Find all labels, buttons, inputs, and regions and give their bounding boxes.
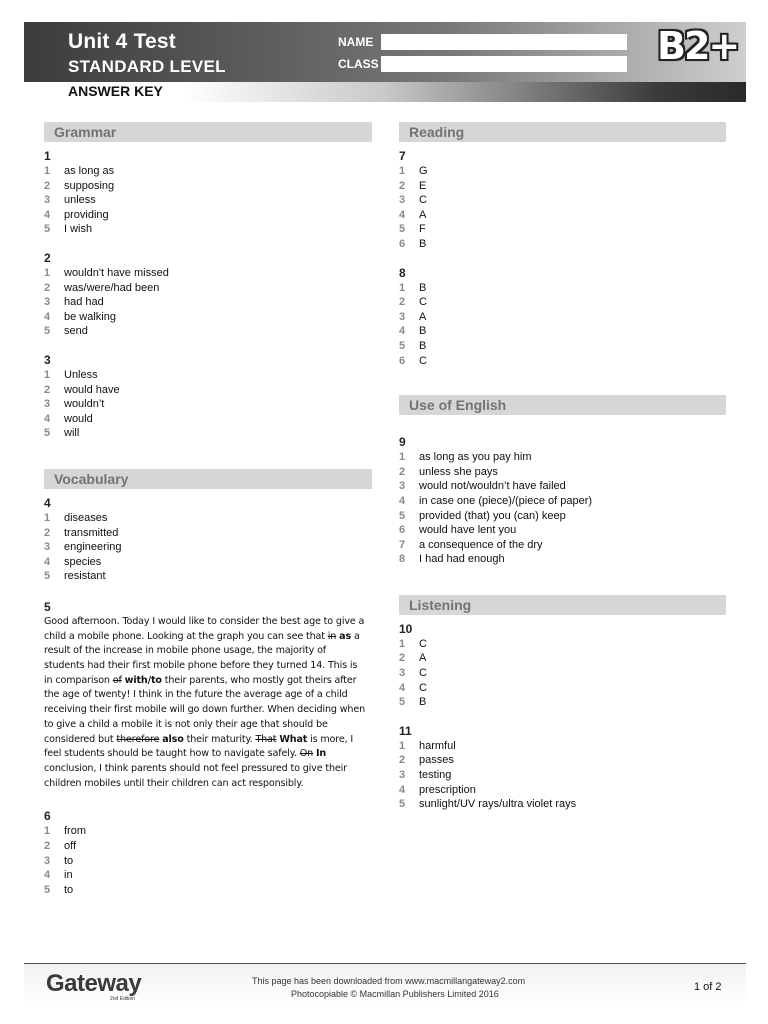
question-number: 3	[44, 352, 51, 367]
answer-item: 5 F	[399, 223, 426, 236]
answer-item: 4 prescription	[399, 783, 476, 796]
struck-word: That	[255, 733, 277, 745]
answer-item: 4 species	[44, 555, 102, 568]
answer-item: 5 will	[44, 427, 80, 440]
answer-item: 8 I had had enough	[399, 553, 505, 566]
left-column	[44, 122, 372, 897]
answer-item: 2 supposing	[44, 179, 115, 192]
struck-word: of	[112, 674, 122, 686]
copyright-notice: Photocopiable © Macmillan Publishers Limited 2016	[291, 989, 499, 999]
answer-item: 3 had had	[44, 296, 104, 309]
answer-item: 3 wouldn’t	[44, 398, 105, 411]
answer-item: 3 C	[399, 667, 427, 680]
test-title: Unit 4 Test	[68, 30, 176, 53]
answer-item: 1 Unless	[44, 368, 98, 381]
answer-item: 5 B	[399, 696, 427, 709]
listening-heading: Listening	[399, 595, 726, 615]
vocabulary-heading: Vocabulary	[44, 469, 372, 489]
answer-item: 6 would have lent you	[399, 524, 517, 537]
answer-item: 4 in case one (piece)/(piece of paper)	[399, 494, 593, 507]
answer-item: 1 wouldn't have missed	[44, 266, 169, 279]
class-field[interactable]	[381, 56, 627, 72]
class-label: CLASS	[338, 57, 379, 71]
answer-item: 2 transmitted	[44, 526, 119, 539]
level-badge: B2+	[657, 24, 739, 68]
answer-item: 4 be walking	[44, 310, 116, 323]
answer-item: 2 C	[399, 296, 427, 309]
edition-label: 2nd Edition	[110, 996, 136, 1002]
answer-item: 2 was/were/had been	[44, 281, 160, 294]
answer-key-label: ANSWER KEY	[68, 83, 163, 99]
struck-word: in	[327, 630, 337, 642]
answer-item: 1 B	[399, 281, 427, 294]
answer-item: 5 send	[44, 325, 88, 338]
reading-heading: Reading	[399, 122, 726, 142]
answer-item: 4 C	[399, 681, 427, 694]
answer-item: 2 A	[399, 652, 427, 665]
question-number: 4	[44, 495, 51, 510]
answer-item: 4 providing	[44, 208, 109, 221]
answer-item: 3 C	[399, 194, 427, 207]
answer-item: 1 diseases	[44, 511, 108, 524]
corrected-word: In	[315, 748, 327, 760]
answer-item: 3 to	[44, 854, 74, 867]
page-number: 1 of 2	[694, 981, 722, 993]
answer-item: 1 C	[399, 637, 427, 650]
answer-item: 3 engineering	[44, 541, 122, 554]
answer-item: 2 passes	[399, 754, 454, 767]
use-of-english-heading: Use of English	[399, 395, 726, 415]
right-column	[399, 122, 726, 812]
gateway-logo: Gateway	[46, 970, 142, 997]
answer-item: 6 C	[399, 354, 427, 367]
question-number: 7	[399, 149, 406, 163]
corrected-word: also	[162, 733, 184, 745]
answer-item: 5 B	[399, 339, 427, 352]
question-number: 1	[44, 149, 51, 163]
question-number: 11	[399, 723, 412, 738]
question-number: 8	[399, 265, 406, 280]
corrected-word: What	[279, 733, 308, 745]
answer-item: 5 I wish	[44, 223, 93, 236]
answer-item: 5 to	[44, 883, 74, 896]
name-field[interactable]	[381, 34, 627, 50]
answer-item: 1 harmful	[399, 739, 456, 752]
test-level: STANDARD LEVEL	[68, 57, 226, 76]
answer-item: 3 A	[399, 310, 427, 323]
answer-item: 1 as long as you pay him	[399, 451, 532, 464]
question-number: 5	[44, 599, 51, 614]
answer-item: 4 A	[399, 208, 427, 221]
answer-item: 2 E	[399, 179, 427, 192]
answer-item: 1 from	[44, 825, 86, 838]
corrected-word: with/to	[124, 674, 162, 686]
question-number: 9	[399, 435, 406, 450]
answer-item: 6 B	[399, 237, 427, 250]
corrected-word: as	[339, 630, 352, 642]
answer-item: 5 resistant	[44, 570, 106, 583]
answer-item: 4 would	[44, 412, 93, 425]
question-number: 2	[44, 250, 51, 265]
answer-item: 3 testing	[399, 769, 452, 782]
answer-item: 3 would not/wouldn’t have failed	[399, 480, 566, 493]
question-number: 10	[399, 621, 413, 636]
question-number: 6	[44, 809, 51, 824]
answer-item: 1 G	[399, 165, 428, 177]
grammar-heading: Grammar	[44, 122, 372, 142]
model-answer-paragraph: Good afternoon. Today I would like to consider the best age to give a child a mobile phone. Looking at the graph you can see that in as a result of the increase in mobile phone usage, the majority of students had their first mobile phone before they turned 14. This is in comparison of with/to their parents, who mostly got theirs after the age of twenty! I think in the future the average age of a child receiving their first mobile will go down further. When deciding when to give a child a mobile it is not only their age that should be considered but therefore also their maturity. That What is more, I feel students should be taught how to navigate safely. On In conclusion, I think parents should not feel pressured to give their children mobiles until their children can act responsibly.	[44, 615, 366, 789]
answer-item: 3 unless	[44, 194, 96, 207]
answer-item: 4 B	[399, 325, 427, 338]
download-notice: This page has been downloaded from www.macmillangateway2.com	[252, 976, 526, 986]
struck-word: therefore	[116, 733, 160, 745]
answer-item: 7 a consequence of the dry	[399, 538, 543, 551]
name-label: NAME	[338, 35, 374, 49]
answer-item: 1 as long as	[44, 165, 115, 177]
answer-item: 2 would have	[44, 383, 120, 396]
answer-item: 5 sunlight/UV rays/ultra violet rays	[399, 798, 577, 811]
answer-item: 4 in	[44, 869, 73, 882]
answer-item: 5 provided (that) you (can) keep	[399, 509, 566, 522]
answer-item: 2 unless she pays	[399, 465, 498, 478]
struck-word: On	[299, 748, 314, 760]
answer-item: 2 off	[44, 839, 77, 852]
